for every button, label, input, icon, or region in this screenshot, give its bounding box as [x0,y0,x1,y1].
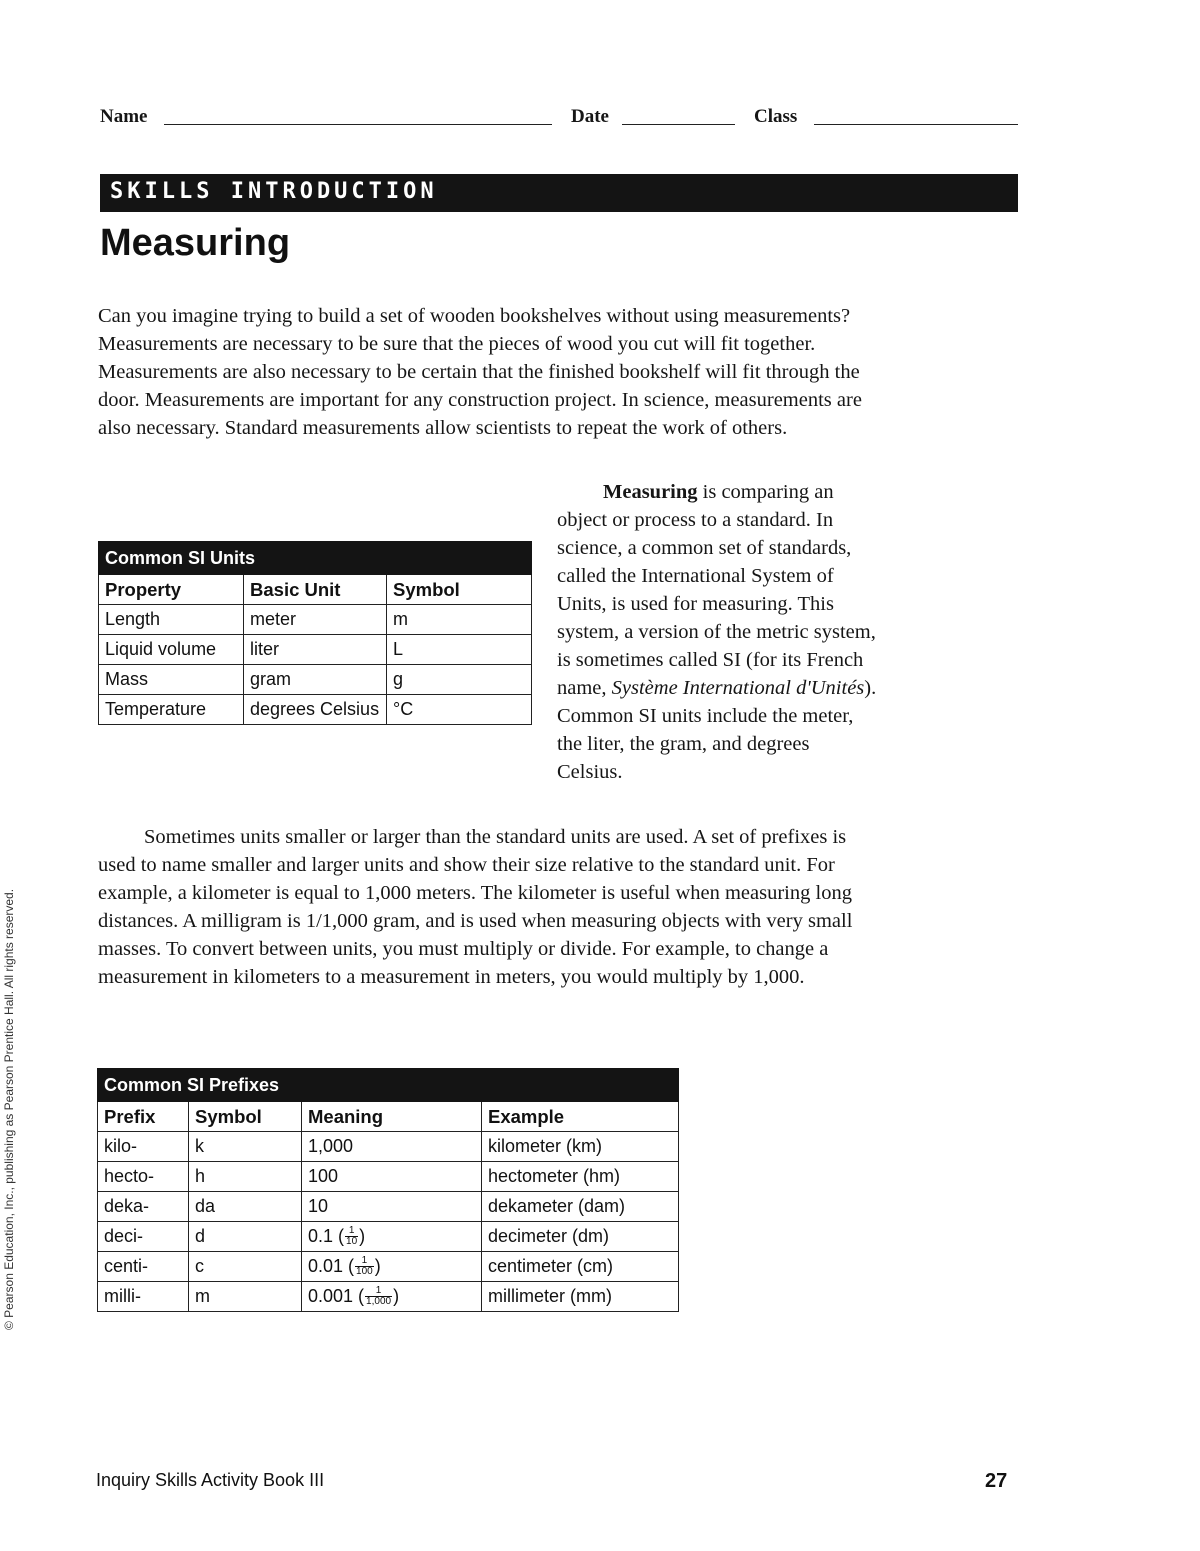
example-cell [482,1282,679,1312]
table-cell: m [387,605,532,635]
units-header-property: Property [99,575,244,605]
symbol-cell [189,1192,302,1222]
prefixes-table-body [98,1132,679,1312]
meaning-cell-text: 10 [308,1196,329,1216]
table-cell: Mass [99,665,244,695]
meaning-cell: 0.001 ( $\frac{1}{1,000}$ ) [302,1282,482,1312]
table-cell: °C [387,695,532,725]
example-cell-text: millimeter (mm) [488,1286,612,1306]
meaning-cell: 0.1 ( $\frac{1}{10}$ ) [302,1222,482,1252]
fraction-numerator: 1 [355,1256,374,1267]
date-label: Date [571,106,609,127]
symbol-cell [189,1162,302,1192]
example-cell [482,1252,679,1282]
meaning-cell-text: 0.001 [308,1285,354,1306]
prefix-cell [98,1252,189,1282]
definition-paragraph [557,478,879,786]
fraction-denominator: 1,000 [366,1296,392,1308]
fraction [345,1226,358,1247]
example-cell [482,1222,679,1252]
example-cell [482,1192,679,1222]
definition-term: Measuring [603,481,698,503]
prefixes-header-prefix: Prefix [98,1102,189,1132]
example-cell [482,1162,679,1192]
definition-french-name: Système International d'Unités [611,677,865,699]
symbol-cell [189,1132,302,1162]
symbol-cell-text: k [195,1136,204,1156]
table-cell: liter [244,635,387,665]
symbol-cell-text: m [195,1286,210,1306]
table-row [99,665,532,695]
table-row [98,1192,679,1222]
meaning-cell [302,1192,482,1222]
class-field[interactable] [814,124,1018,125]
prefix-cell-text: deci- [104,1226,144,1246]
fraction-denominator: 100 [356,1266,373,1278]
table-cell: gram [244,665,387,695]
prefix-cell [98,1192,189,1222]
symbol-cell-text: h [195,1166,206,1186]
symbol-cell-text: c [195,1256,204,1276]
meaning-cell-text: 0.1 [308,1225,334,1246]
prefix-cell [98,1222,189,1252]
fraction [355,1256,374,1277]
table-cell: Liquid volume [99,635,244,665]
prefix-paragraph [98,823,878,991]
table-row [98,1252,679,1282]
table-cell: g [387,665,532,695]
intro-text: Can you imagine trying to build a set of wooden bookshelves without using measurements? Measurements are necessary to be sure that the pieces of wood you cut will fit together. Measurements are also necessary to be certain that the finished bookshelf will fit through the door. Measurements are important for any construction project. In science, measurements are also necessary. Standard measurements allow scientists to repeat the work of others. [98,305,862,439]
prefixes-table-caption: Common SI Prefixes [98,1069,679,1102]
class-label: Class [754,106,798,127]
units-table-caption: Common SI Units [99,542,532,575]
fraction-numerator: 1 [345,1226,358,1237]
symbol-cell-text: da [195,1196,216,1216]
table-row [98,1282,679,1312]
table-cell: Length [99,605,244,635]
page-number: 27 [985,1470,1008,1492]
prefix-cell [98,1132,189,1162]
name-field[interactable] [164,124,552,125]
prefixes-header-symbol: Symbol [189,1102,302,1132]
prefix-cell-text: kilo- [104,1136,138,1156]
meaning-cell: 0.01 ( $\frac{1}{100}$ ) [302,1252,482,1282]
prefix-cell [98,1282,189,1312]
common-si-units-table [98,541,532,725]
table-cell: Temperature [99,695,244,725]
units-table-body [99,605,532,725]
table-cell: L [387,635,532,665]
date-field[interactable] [622,124,735,125]
prefixes-header-meaning: Meaning [302,1102,482,1132]
meaning-cell-text: 100 [308,1166,339,1186]
prefix-cell [98,1162,189,1192]
table-cell: degrees Celsius [244,695,387,725]
footer-book-title: Inquiry Skills Activity Book III [96,1470,325,1490]
prefix-cell-text: hecto- [104,1166,155,1186]
table-row [99,695,532,725]
definition-text-1: is comparing an object or process to a standard. In science, a common set of standards, called the International System of Units, is used for measuring. This system, a version of the metric system, is sometimes called SI (for its French name, [557,481,876,699]
fraction-denominator: 10 [346,1236,358,1248]
example-cell [482,1132,679,1162]
symbol-cell [189,1252,302,1282]
example-cell-text: dekameter (dam) [488,1196,626,1216]
prefix-cell-text: milli- [104,1286,141,1306]
table-cell: meter [244,605,387,635]
prefix-cell-text: deka- [104,1196,150,1216]
table-row [98,1132,679,1162]
common-si-prefixes-table [97,1068,679,1312]
example-cell-text: kilometer (km) [488,1136,603,1156]
units-header-symbol: Symbol [387,575,532,605]
example-cell-text: centimeter (cm) [488,1256,614,1276]
table-row [98,1162,679,1192]
section-banner [100,174,1018,212]
meaning-cell [302,1132,482,1162]
table-row [98,1222,679,1252]
symbol-cell [189,1282,302,1312]
page-title: Measuring [100,222,291,264]
prefix-cell-text: centi- [104,1256,149,1276]
name-label: Name [100,106,148,127]
copyright-text: © Pearson Education, Inc., publishing as Pearson Prentice Hall. All rights reserved. [2,888,16,1330]
table-row [99,605,532,635]
example-cell-text: hectometer (hm) [488,1166,621,1186]
symbol-cell-text: d [195,1226,206,1246]
definition-text-2: ). Common SI units include the meter, the liter, the gram, and degrees Celsius. [557,677,877,783]
prefix-text: Sometimes units smaller or larger than the standard units are used. A set of prefixes is used to name smaller and larger units and show their size relative to the standard unit. For example, a kilometer is equal to 1,000 meters. The kilometer is useful when measuring long distances. A milligram is 1/1,000 gram, and is used when measuring objects with very small masses. To convert between units, you must multiply or divide. For example, to change a measurement in kilometers to a measurement in meters, you would multiply by 1,000. [98,826,853,988]
banner-text: SKILLS INTRODUCTION [110,179,438,204]
fraction-numerator: 1 [365,1286,392,1297]
intro-paragraph [98,302,878,442]
units-header-basic-unit: Basic Unit [244,575,387,605]
table-row [99,635,532,665]
meaning-cell-text: 1,000 [308,1136,354,1156]
fraction [365,1286,392,1307]
meaning-cell-text: 0.01 [308,1255,344,1276]
symbol-cell [189,1222,302,1252]
meaning-cell [302,1162,482,1192]
example-cell-text: decimeter (dm) [488,1226,610,1246]
prefixes-header-example: Example [482,1102,679,1132]
